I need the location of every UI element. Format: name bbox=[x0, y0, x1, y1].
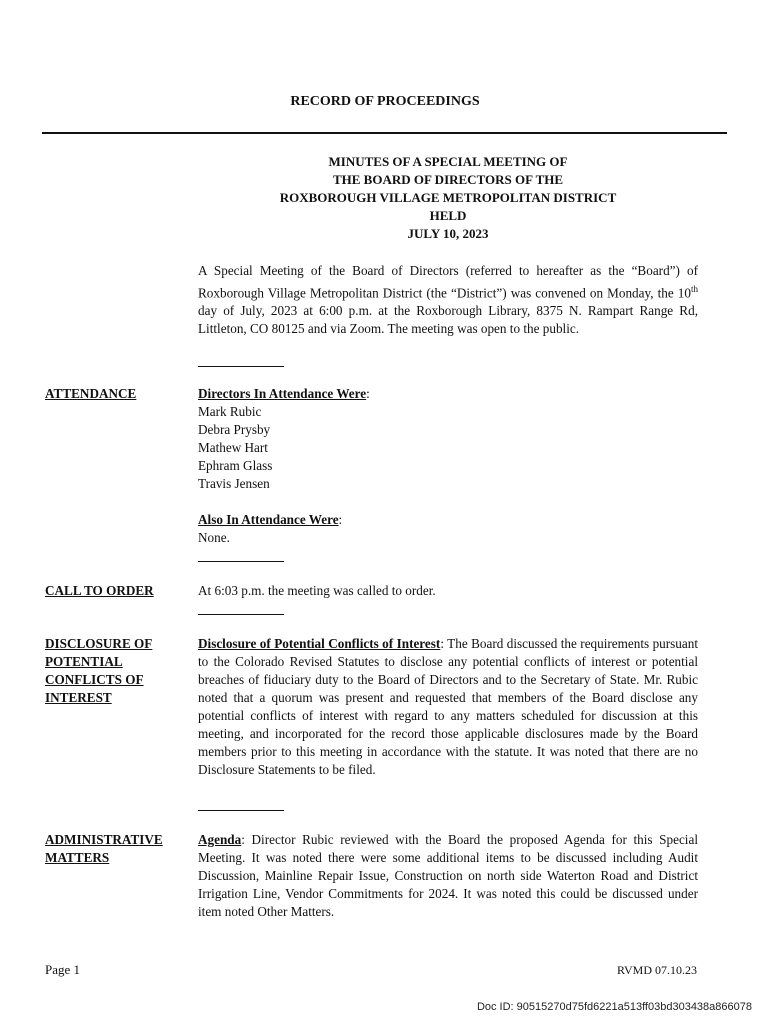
attendance-content: Directors In Attendance Were: Mark Rubic Debra Prysby Mathew Hart Ephram Glass Travis Jensen Also In Attendance Were: None. bbox=[198, 385, 698, 547]
disclosure-label-line: DISCLOSURE OF bbox=[45, 636, 153, 651]
director-name: Travis Jensen bbox=[198, 476, 270, 491]
agenda-text: : Director Rubic reviewed with the Board the proposed Agenda for this Special Meeting. It was noted there were some additional items to be discussed including Audit Discussion, Mainline Repair Issue, Construction on north side Waterton Road and District Irrigation Line, Vendor Commitments for 2024. It was noted this could be discussed under item noted Other Matters. bbox=[198, 832, 698, 919]
intro-paragraph bbox=[198, 262, 698, 338]
minutes-heading-line: ROXBOROUGH VILLAGE METROPOLITAN DISTRICT bbox=[279, 190, 617, 205]
also-attendance-value: None. bbox=[198, 530, 230, 545]
agenda-heading: Agenda bbox=[198, 832, 242, 847]
call-to-order-text: At 6:03 p.m. the meeting was called to order. bbox=[198, 583, 436, 598]
administrative-label-line: MATTERS bbox=[45, 850, 110, 865]
section-divider bbox=[198, 810, 284, 811]
disclosure-paragraph bbox=[198, 635, 698, 779]
disclosure-text: : The Board discussed the requirements pursuant to the Colorado Revised Statutes to disclose any potential conflicts of interest or potential breaches of fiduciary duty to the Board of Directors and to the Secretary of State. Mr. Rubic noted that a quorum was present and requested that members of the Board disclose any potential conflicts of interest with regard to any matters scheduled for discussion at this meeting, and incorporated for the record those applicable disclosures made by the Board members prior to this meeting in accordance with the statute. It was noted that there are no Disclosure Statements to be filed. bbox=[198, 636, 698, 777]
agenda-paragraph bbox=[198, 831, 698, 921]
section-divider bbox=[198, 614, 284, 615]
directors-heading: Directors In Attendance Were bbox=[198, 386, 367, 401]
director-name: Mark Rubic bbox=[198, 404, 262, 419]
disclosure-label bbox=[45, 635, 185, 707]
minutes-heading-line: JULY 10, 2023 bbox=[407, 226, 489, 241]
call-to-order-label: CALL TO ORDER bbox=[45, 583, 154, 598]
disclosure-label-line: CONFLICTS OF bbox=[45, 672, 144, 687]
document-title: RECORD OF PROCEEDINGS bbox=[290, 94, 480, 109]
section-divider bbox=[198, 366, 284, 367]
intro-superscript: th bbox=[690, 284, 698, 294]
director-name: Ephram Glass bbox=[198, 458, 273, 473]
intro-text-cont: day of July, 2023 at 6:00 p.m. at the Roxborough Library, 8375 N. Rampart Range Rd, Littleton, CO 80125 and via Zoom. The meeting was open to the public. bbox=[198, 303, 698, 337]
doc-id: Doc ID: 90515270d75fd6221a513ff03bd303438a866078 bbox=[476, 1001, 752, 1013]
administrative-label-line: ADMINISTRATIVE bbox=[45, 832, 163, 847]
also-attendance-heading: Also In Attendance Were bbox=[198, 512, 339, 527]
minutes-heading-line: THE BOARD OF DIRECTORS OF THE bbox=[332, 172, 564, 187]
minutes-heading-line: HELD bbox=[429, 208, 467, 223]
disclosure-heading: Disclosure of Potential Conflicts of Interest bbox=[198, 636, 441, 651]
director-name: Mathew Hart bbox=[198, 440, 268, 455]
intro-text: A Special Meeting of the Board of Directors (referred to hereafter as the “Board”) of Roxborough Village Metropolitan District (the “District”) was convened on Monday, the 10 bbox=[198, 263, 698, 301]
minutes-heading bbox=[198, 153, 698, 243]
page-number: Page 1 bbox=[45, 962, 81, 977]
document-code: RVMD 07.10.23 bbox=[616, 963, 697, 977]
administrative-label bbox=[45, 831, 185, 867]
disclosure-label-line: INTEREST bbox=[45, 690, 112, 705]
minutes-heading-line: MINUTES OF A SPECIAL MEETING OF bbox=[328, 154, 568, 169]
section-divider bbox=[198, 561, 284, 562]
disclosure-label-line: POTENTIAL bbox=[45, 654, 123, 669]
director-name: Debra Prysby bbox=[198, 422, 271, 437]
header-rule bbox=[42, 132, 727, 134]
attendance-label: ATTENDANCE bbox=[45, 386, 137, 401]
